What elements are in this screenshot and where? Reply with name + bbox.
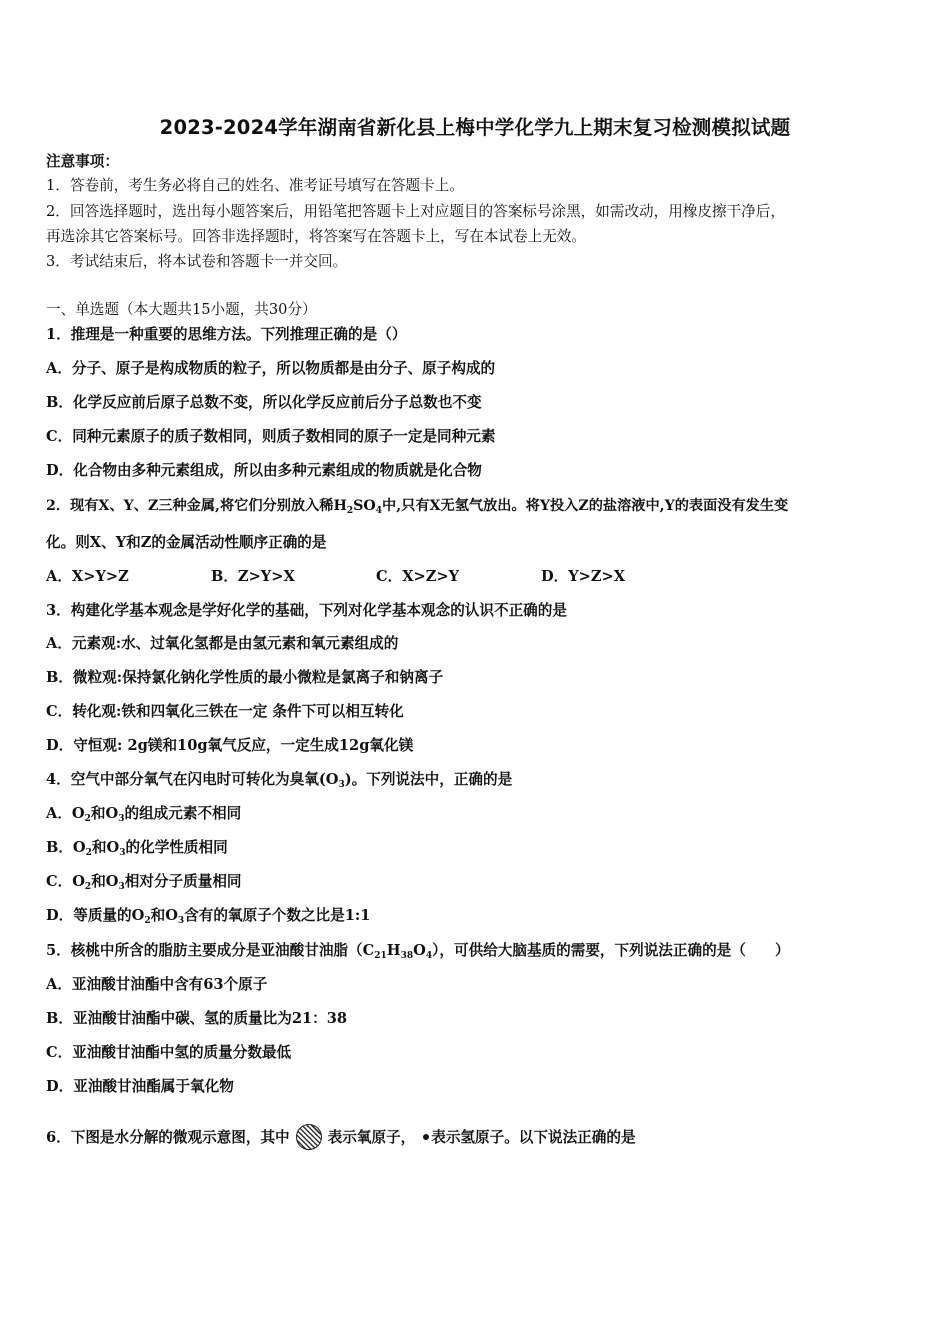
oxygen-atom-icon [296,1124,322,1150]
q2-options [46,567,706,587]
question-2: 2．现有X、Y、Z三种金属,将它们分别放入稀$H_2SO_4$中,只有X无氢气放出。将Y投入Z的盐溶液中,Y的表面没有发生变 [46,498,789,516]
page-title: 2023-2024学年湖南省新化县上梅中学化学九上期末复习检测模拟试题 [159,116,791,139]
section-heading: 一、单选题（本大题共15小题，共30分） [46,301,317,318]
q4-option-c: C．$O_2$和$O_3$相对分子质量相同 [46,873,242,892]
q2-option-c: C．X>Z>Y [376,568,460,585]
q1-option-c: C．同种元素原子的质子数相同，则质子数相同的原子一定是同种元素 [46,428,496,445]
question-2-cont: 化。则X、Y和Z的金属活动性顺序正确的是 [46,534,327,551]
q1-option-d: D．化合物由多种元素组成，所以由多种元素组成的物质就是化合物 [46,462,482,479]
q5-option-a: A．亚油酸甘油酯中含有63个原子 [46,976,268,993]
question-3: 3．构建化学基本观念是学好化学的基础，下列对化学基本观念的认识不正确的是 [46,602,567,619]
q4-option-a: A．$O_2$和$O_3$的组成元素不相同 [46,805,242,824]
hydrogen-atom-icon [423,1134,429,1140]
q4-option-b: B．$O_2$和$O_3$的化学性质相同 [46,839,228,858]
q2-option-b: B．Z>Y>X [211,568,295,585]
q2-option-d: D．Y>Z>X [541,568,626,585]
q2-option-a: A．X>Y>Z [46,568,129,585]
notice-item-1: 1．答卷前，考生务必将自己的姓名、准考证号填写在答题卡上。 [46,177,464,194]
notice-heading: 注意事项： [46,153,119,170]
question-5: 5．核桃中所含的脂肪主要成分是亚油酸甘油脂$(C_{21}H_{38}O_4)$，可供给大脑基质的需要，下列说法正确的是（ ） [46,942,790,961]
question-6: 6．下图是水分解的微观示意图，其中 表示氧原子， 表示氢原子。以下说法正确的是 [46,1124,636,1150]
notice-item-3: 3．考试结束后，将本试卷和答题卡一并交回。 [46,253,348,270]
question-4: 4．空气中部分氧气在闪电时可转化为臭氧$(O_3)$。下列说法中，正确的是 [46,771,513,790]
notice-item-2: 2．回答选择题时，选出每小题答案后，用铅笔把答题卡上对应题目的答案标号涂黑，如需改动，用橡皮擦干净后， [46,203,785,220]
q1-option-a: A．分子、原子是构成物质的粒子，所以物质都是由分子、原子构成的 [46,360,496,377]
q5-option-d: D．亚油酸甘油酯属于氧化物 [46,1078,234,1095]
notice-item-2-cont: 再选涂其它答案标号。回答非选择题时，将答案写在答题卡上，写在本试卷上无效。 [46,228,586,245]
question-1: 1．推理是一种重要的思维方法。下列推理正确的是（） [46,326,407,343]
q3-option-c: C．转化观:铁和四氧化三铁在一定 条件下可以相互转化 [46,703,404,720]
q5-option-b: B．亚油酸甘油酯中碳、氢的质量比为21：38 [46,1010,348,1027]
q4-option-d: D．等质量的$O_2$和$O_3$含有的氧原子个数之比是1:1 [46,907,371,926]
q3-option-d: D．守恒观: 2g镁和10g氧气反应，一定生成12g氧化镁 [46,737,414,754]
q3-option-a: A．元素观:水、过氧化氢都是由氢元素和氧元素组成的 [46,635,399,652]
q1-option-b: B．化学反应前后原子总数不变，所以化学反应前后分子总数也不变 [46,394,482,411]
q5-option-c: C．亚油酸甘油酯中氢的质量分数最低 [46,1044,292,1061]
q3-option-b: B．微粒观:保持氯化钠化学性质的最小微粒是氯离子和钠离子 [46,669,444,686]
